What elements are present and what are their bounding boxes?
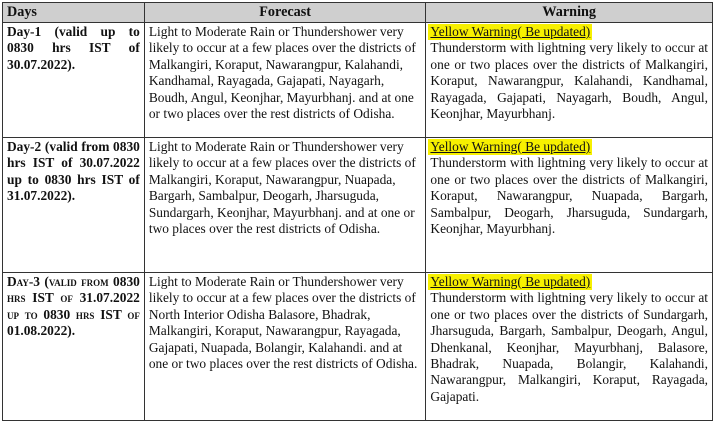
day-cell: Day-3 (valid from 0830 hrs IST of 31.07.2022 up to 0830 hrs IST of 01.08.2022). (3, 273, 145, 421)
warning-text: Thunderstorm with lightning very likely to occur at one or two places over the districts of Sundargarh, Jharsuguda, Bargarh, Sambalpur, Deogarh, Angul, Dhenkanal, Keonjhar, Mayurbhanj, Balasore, Bhadrak, Nuapada, Bolangir, Kalahandi, Nawarangpur, Malkangiri, Koraput, Rayagada, Gajapati. (430, 290, 708, 404)
forecast-cell: Light to Moderate Rain or Thundershower very likely to occur at a few places over the districts of North Interior Odisha Balasore, Bhadrak, Malkangiri, Koraput, Nawarangpur, Rayagada, Gajapati, Nuapada, Bolangir, Kalahandi. and at one or two places over the rest districts of Odisha. (144, 273, 426, 421)
warning-cell (426, 23, 713, 138)
table-row-day-2 (3, 138, 713, 273)
forecast-cell: Light to Moderate Rain or Thundershower very likely to occur at a few places over the districts of Malkangiri, Koraput, Nawarangpur, Nuapada, Bargarh, Sambalpur, Deogarh, Jharsuguda, Sundargarh, Keonjhar, Mayurbhanj. and at one or two places over the rest districts of Odisha. (144, 138, 426, 273)
forecast-cell: Light to Moderate Rain or Thundershower very likely to occur at a few places over the districts of Malkangiri, Koraput, Nawarangpur, Kalahandi, Kandhamal, Rayagada, Gajapati, Nayagarh, Boudh, Angul, Keonjhar, Mayurbhanj. and at one or two places over the rest districts of Odisha. (144, 23, 426, 138)
yellow-warning-label: Yellow Warning( Be updated) (430, 24, 591, 39)
warning-cell (426, 273, 713, 421)
day-cell: Day-2 (valid from 0830 hrs IST of 30.07.2022 up to 0830 hrs IST of 31.07.2022). (3, 138, 145, 273)
yellow-warning-label: Yellow Warning( Be updated) (430, 139, 591, 154)
table-header-row (3, 3, 713, 23)
header-warning: Warning (426, 3, 713, 23)
header-days: Days (3, 3, 145, 23)
day-cell: Day-1 (valid up to 0830 hrs IST of 30.07.2022). (3, 23, 145, 138)
table-row-day-3 (3, 273, 713, 421)
warning-text: Thunderstorm with lightning very likely to occur at one or two places over the districts of Malkangiri, Koraput, Nawarangpur, Kalahandi, Kandhamal, Rayagada, Gajapati, Nayagarh, Boudh, Angul, Keonjhar, Mayurbhanj. (430, 40, 708, 122)
warning-cell (426, 138, 713, 273)
header-forecast: Forecast (144, 3, 426, 23)
forecast-table (2, 2, 713, 421)
yellow-warning-label: Yellow Warning( Be updated) (430, 274, 591, 289)
table-row-day-1 (3, 23, 713, 138)
warning-text: Thunderstorm with lightning very likely to occur at one or two places over the districts of Malkangiri, Koraput, Nawarangpur, Nuapada, Bargarh, Sambalpur, Deogarh, Jharsuguda, Sundargarh, Keonjhar, Mayurbhanj. (430, 155, 708, 237)
